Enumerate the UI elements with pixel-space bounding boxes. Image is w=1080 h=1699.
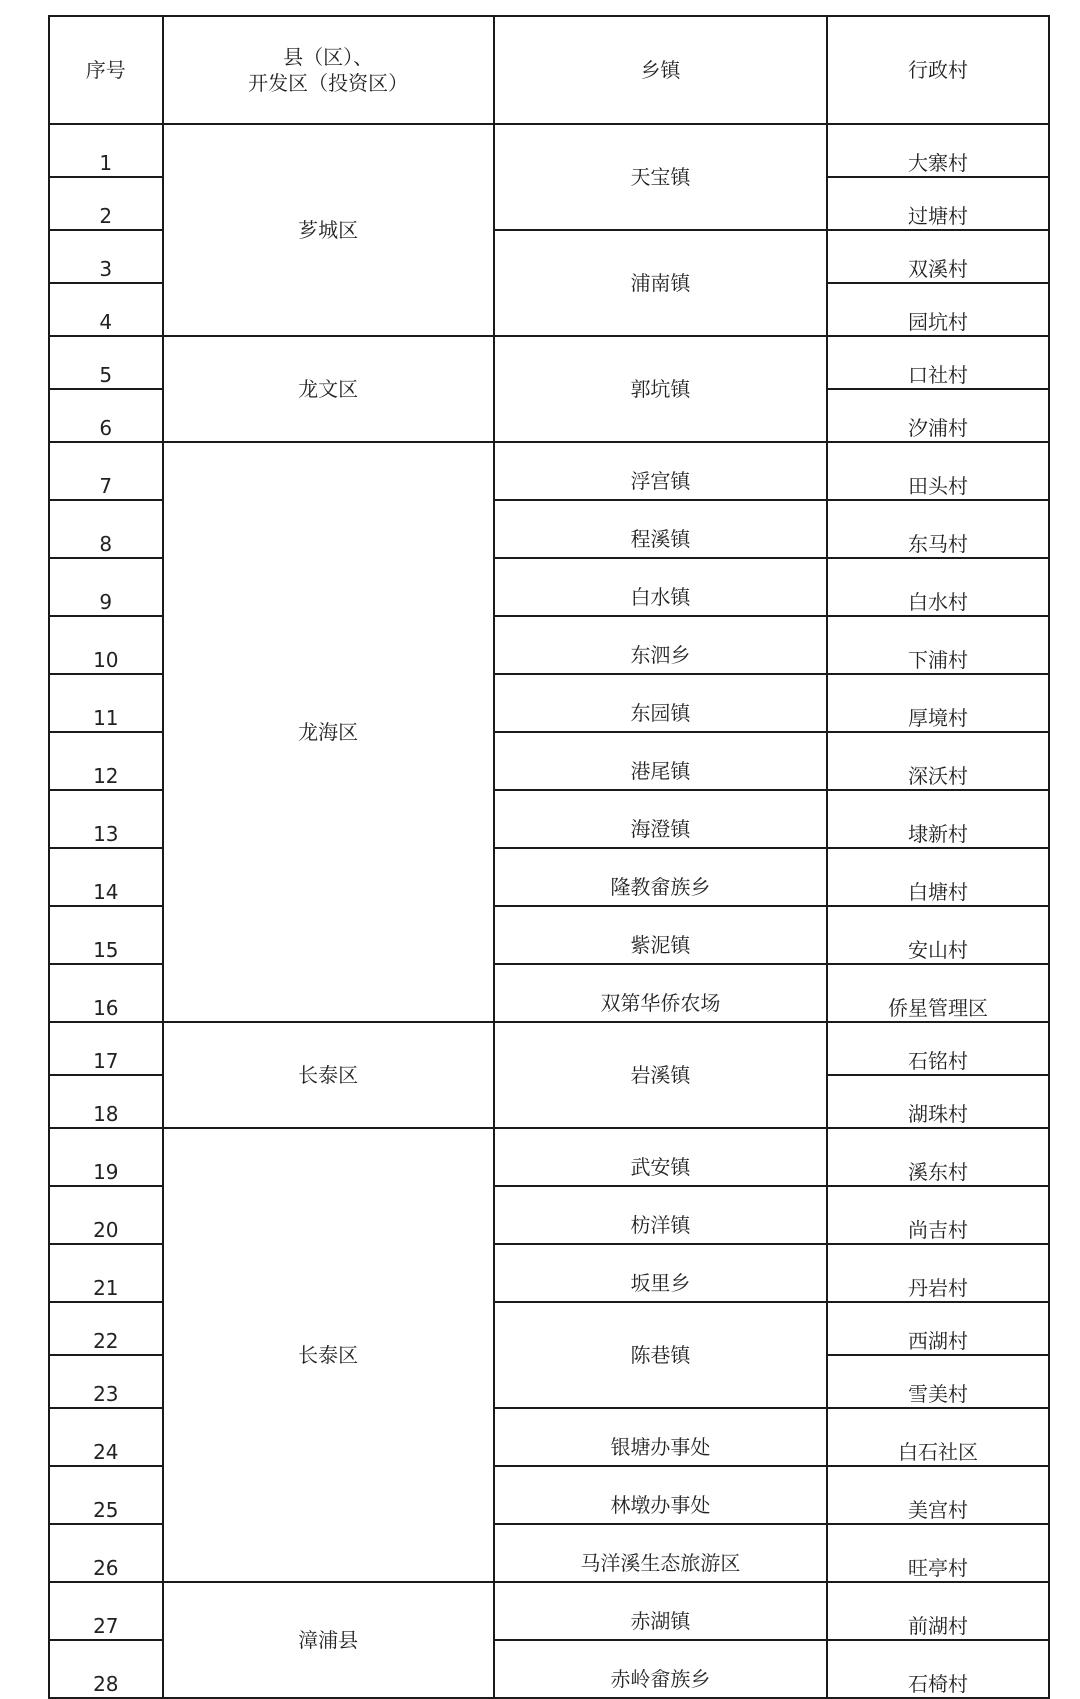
village-cell: 尚吉村 [827,1186,1049,1244]
village-cell: 石椅村 [827,1640,1049,1698]
village-cell: 美宫村 [827,1466,1049,1524]
town-cell: 海澄镇 [494,790,827,848]
row-number: 5 [49,336,163,389]
village-cell: 双溪村 [827,230,1049,283]
row-number: 13 [49,790,163,848]
table-row [49,442,1049,500]
village-cell: 白石社区 [827,1408,1049,1466]
village-cell: 溪东村 [827,1128,1049,1186]
county-cell: 龙海区 [163,442,494,1022]
county-cell: 芗城区 [163,124,494,336]
town-cell: 紫泥镇 [494,906,827,964]
town-cell: 马洋溪生态旅游区 [494,1524,827,1582]
village-cell: 大寨村 [827,124,1049,177]
row-number: 12 [49,732,163,790]
village-cell: 雪美村 [827,1355,1049,1408]
row-number: 8 [49,500,163,558]
village-cell: 前湖村 [827,1582,1049,1640]
village-cell: 厚境村 [827,674,1049,732]
row-number: 20 [49,1186,163,1244]
row-number: 22 [49,1302,163,1355]
village-cell: 下浦村 [827,616,1049,674]
town-cell: 双第华侨农场 [494,964,827,1022]
table-row [49,1022,1049,1075]
header-village: 行政村 [827,16,1049,124]
town-cell: 岩溪镇 [494,1022,827,1128]
row-number: 26 [49,1524,163,1582]
town-cell: 港尾镇 [494,732,827,790]
town-cell: 武安镇 [494,1128,827,1186]
row-number: 19 [49,1128,163,1186]
village-cell: 白塘村 [827,848,1049,906]
header-county [163,16,494,124]
table-row [49,124,1049,177]
row-number: 28 [49,1640,163,1698]
village-cell: 西湖村 [827,1302,1049,1355]
town-cell: 东园镇 [494,674,827,732]
town-cell: 东泗乡 [494,616,827,674]
village-cell: 田头村 [827,442,1049,500]
row-number: 10 [49,616,163,674]
row-number: 4 [49,283,163,336]
village-cell: 旺亭村 [827,1524,1049,1582]
village-cell: 安山村 [827,906,1049,964]
village-cell: 侨星管理区 [827,964,1049,1022]
row-number: 25 [49,1466,163,1524]
village-cell: 埭新村 [827,790,1049,848]
row-number: 2 [49,177,163,230]
row-number: 14 [49,848,163,906]
village-cell: 汐浦村 [827,389,1049,442]
town-cell: 陈巷镇 [494,1302,827,1408]
town-cell: 白水镇 [494,558,827,616]
county-cell: 长泰区 [163,1022,494,1128]
village-cell: 园坑村 [827,283,1049,336]
village-cell: 湖珠村 [827,1075,1049,1128]
row-number: 1 [49,124,163,177]
row-number: 15 [49,906,163,964]
town-cell: 程溪镇 [494,500,827,558]
town-cell: 坂里乡 [494,1244,827,1302]
row-number: 16 [49,964,163,1022]
row-number: 11 [49,674,163,732]
village-cell: 白水村 [827,558,1049,616]
table-row [49,336,1049,389]
row-number: 7 [49,442,163,500]
row-number: 24 [49,1408,163,1466]
header-town: 乡镇 [494,16,827,124]
village-cell: 东马村 [827,500,1049,558]
row-number: 23 [49,1355,163,1408]
row-number: 6 [49,389,163,442]
header-county-line1: 县（区）、 [283,45,374,69]
town-cell: 枋洋镇 [494,1186,827,1244]
village-list-table [48,15,1050,1699]
town-cell: 天宝镇 [494,124,827,230]
row-number: 27 [49,1582,163,1640]
row-number: 18 [49,1075,163,1128]
row-number: 3 [49,230,163,283]
county-cell: 漳浦县 [163,1582,494,1698]
village-cell: 石铭村 [827,1022,1049,1075]
village-cell: 口社村 [827,336,1049,389]
table-row [49,1128,1049,1186]
county-cell: 龙文区 [163,336,494,442]
table-row [49,1582,1049,1640]
village-cell: 丹岩村 [827,1244,1049,1302]
row-number: 9 [49,558,163,616]
county-cell: 长泰区 [163,1128,494,1582]
town-cell: 银塘办事处 [494,1408,827,1466]
village-cell: 深沃村 [827,732,1049,790]
table-header-row [49,16,1049,124]
town-cell: 浮宫镇 [494,442,827,500]
town-cell: 赤湖镇 [494,1582,827,1640]
town-cell: 林墩办事处 [494,1466,827,1524]
town-cell: 浦南镇 [494,230,827,336]
row-number: 17 [49,1022,163,1075]
town-cell: 郭坑镇 [494,336,827,442]
header-seq: 序号 [49,16,163,124]
row-number: 21 [49,1244,163,1302]
village-cell: 过塘村 [827,177,1049,230]
header-county-line2: 开发区（投资区） [248,71,409,95]
town-cell: 赤岭畲族乡 [494,1640,827,1698]
town-cell: 隆教畲族乡 [494,848,827,906]
